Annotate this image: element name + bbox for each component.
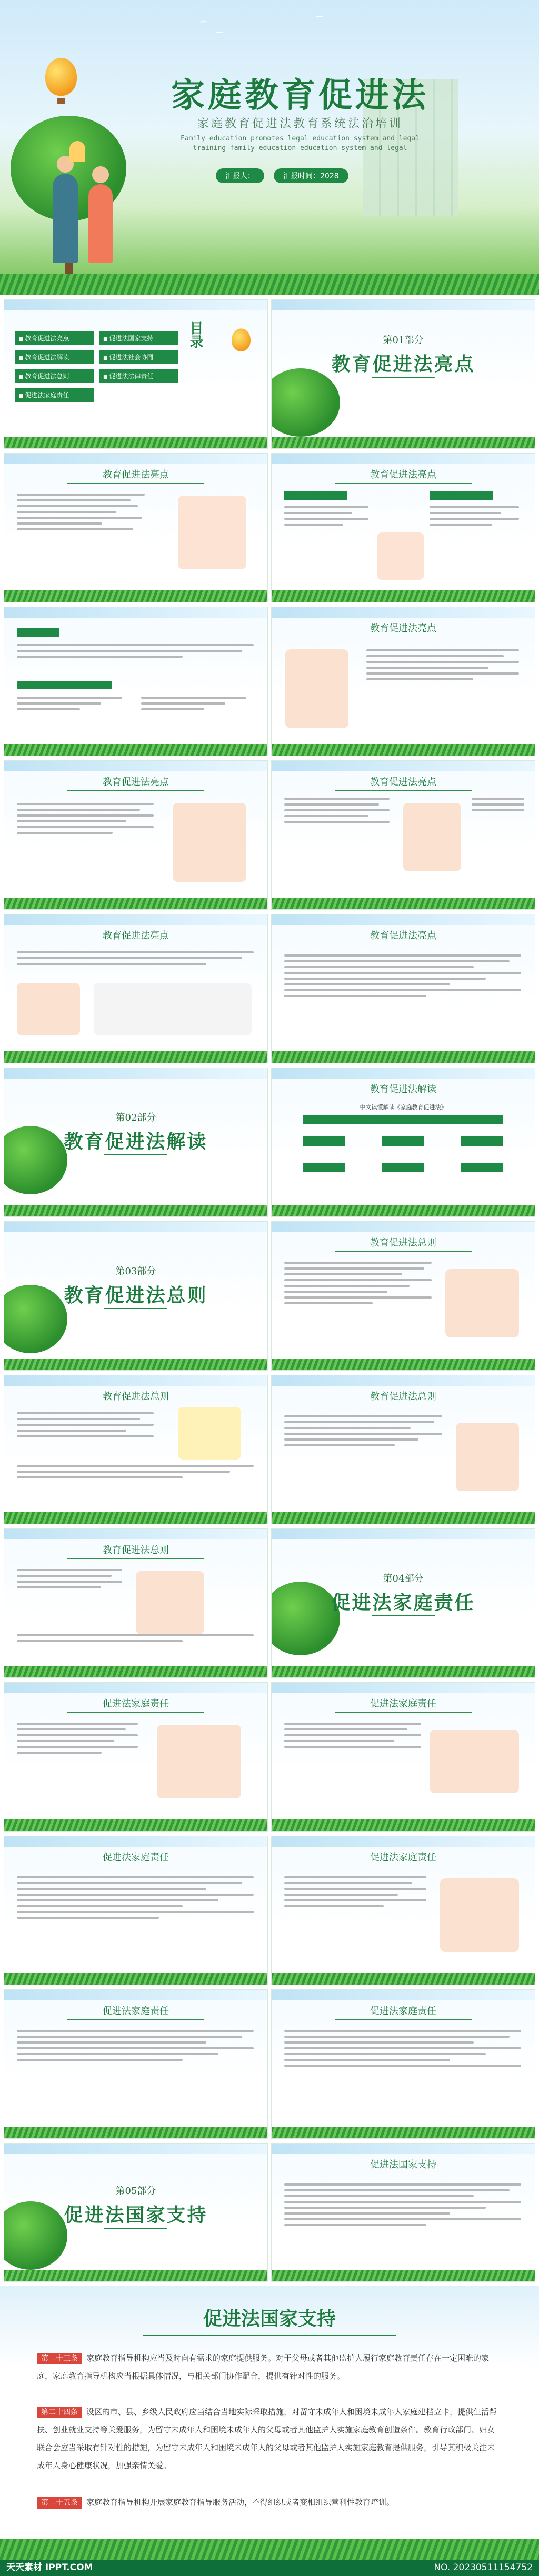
slide-title: 教育促进法总则 xyxy=(4,1389,267,1405)
child-moon-illustration xyxy=(178,1407,241,1460)
slide-title: 教育促进法亮点 xyxy=(4,774,267,791)
article-paragraph xyxy=(37,2403,500,2474)
family-table-illustration xyxy=(136,1571,204,1634)
sky-band xyxy=(272,1990,535,2000)
green-label-box xyxy=(430,491,493,500)
family-illustration xyxy=(456,1423,519,1491)
tree-icon xyxy=(272,368,340,437)
family-mother-figure xyxy=(88,184,113,263)
sky-band xyxy=(4,607,267,618)
section-number: 第03部分 xyxy=(115,1266,156,1277)
text-block xyxy=(284,1415,442,1450)
text-block xyxy=(17,1412,154,1441)
content-slide xyxy=(272,1222,535,1370)
slide-title: 教育促进法亮点 xyxy=(272,928,535,944)
watermark-footer xyxy=(0,2560,539,2576)
section-line xyxy=(372,1615,435,1616)
sky-band xyxy=(4,761,267,771)
text-block xyxy=(284,2030,521,2070)
grass-strip xyxy=(4,1205,267,1216)
watermark-site: 天天素材 IPPT.COM xyxy=(6,2562,93,2573)
section-slide-05 xyxy=(4,2144,267,2281)
toc-item: ■ 促进法家庭责任 xyxy=(15,388,94,402)
slide-title: 促进法家庭责任 xyxy=(4,1696,267,1713)
time-tag: 汇报时间：2028 xyxy=(274,168,348,183)
section-line xyxy=(104,2228,167,2229)
text-block xyxy=(141,697,246,714)
green-label-box xyxy=(17,628,59,637)
grass-strip xyxy=(272,1051,535,1063)
family-illustration xyxy=(285,649,348,728)
cover-subtitle: 家庭教育促进法教育系统法治培训 xyxy=(197,117,403,130)
article-text: 设区的市、县、乡级人民政府应当结合当地实际采取措施，对留守未成年人和困境未成年人家庭建档立卡，提供生活帮扶、创业就业支持等关爱服务，为留守未成年人和困境未成年人的父母或者其他监护人实施家庭教育创造条件。教育行政部门、妇女联合会应当采取有针对性的措施，为留守未成年人和困境未成年人的父母或者其他监护人实施家庭教育提供服务，引导其积极关注未成年人身心健康状况，加强亲情关爱。 xyxy=(37,2407,497,2470)
article-tag: 第二十三条 xyxy=(37,2353,82,2364)
grass-strip xyxy=(4,1819,267,1831)
toc-item: ■ 教育促进法亮点 xyxy=(15,331,94,345)
green-label-box xyxy=(17,681,112,689)
grass-strip xyxy=(272,590,535,602)
toc-item: ■ 促进法法律责任 xyxy=(99,369,178,383)
grass-strip xyxy=(272,437,535,448)
grass-strip xyxy=(272,2270,535,2281)
article-paragraph xyxy=(37,2493,500,2511)
section-slide-02 xyxy=(4,1068,267,1216)
family-child-figure xyxy=(69,141,85,162)
section-slide-01 xyxy=(272,300,535,448)
grass-strip xyxy=(272,2127,535,2138)
content-slide xyxy=(4,914,267,1063)
family-illustration xyxy=(430,1730,519,1793)
note-box xyxy=(94,983,252,1035)
grass-strip xyxy=(4,1666,267,1677)
grass-strip xyxy=(272,1666,535,1677)
section-line xyxy=(104,1154,167,1155)
sky-band xyxy=(4,1683,267,1693)
text-block xyxy=(17,2030,254,2065)
balloon-basket-icon xyxy=(57,98,65,104)
sky-band xyxy=(4,300,267,310)
article-tag: 第二十四条 xyxy=(37,2407,82,2418)
sky-band xyxy=(4,2144,267,2154)
grass-strip xyxy=(272,1512,535,1524)
sky-band xyxy=(272,1529,535,1539)
sky-band xyxy=(272,1375,535,1386)
content-slide xyxy=(272,1990,535,2138)
section-name: 教育促进法亮点 xyxy=(331,353,475,375)
content-slide xyxy=(4,1836,267,1985)
sky-band xyxy=(4,454,267,464)
slide-title: 促进法家庭责任 xyxy=(272,2004,535,2020)
slide-title: 促进法家庭责任 xyxy=(272,1696,535,1713)
grass-strip xyxy=(272,744,535,756)
grass-strip xyxy=(4,898,267,909)
section-line xyxy=(372,377,435,378)
sky-band xyxy=(4,914,267,925)
sky-band xyxy=(272,1836,535,1847)
slide-title: 教育促进法解读 xyxy=(272,1082,535,1098)
text-block xyxy=(472,798,524,815)
toc-item: ■ 促进法社会协同 xyxy=(99,350,178,364)
sky-band xyxy=(272,1068,535,1079)
sky-band xyxy=(4,1068,267,1079)
toc-label: 目录 xyxy=(187,321,203,348)
slide-title: 教育促进法总则 xyxy=(4,1543,267,1559)
slide-title: 教育促进法总则 xyxy=(272,1235,535,1252)
slide-title: 教育促进法亮点 xyxy=(272,467,535,484)
text-block xyxy=(17,644,254,661)
article-text: 家庭教育指导机构开展家庭教育指导服务活动，不得组织或者变相组织营利性教育培训。 xyxy=(86,2498,395,2507)
green-label-box xyxy=(382,1163,424,1172)
content-slide xyxy=(272,761,535,909)
hot-air-balloon-icon xyxy=(232,328,251,351)
mother-child-illustration xyxy=(173,803,246,882)
grass-strip xyxy=(272,898,535,909)
toc-item: ■ 教育促进法总则 xyxy=(15,369,94,383)
text-block xyxy=(17,1634,254,1646)
family-illustration xyxy=(403,803,461,871)
section-slide-04 xyxy=(272,1529,535,1677)
grass-strip xyxy=(0,2539,539,2560)
sky-band xyxy=(4,1836,267,1847)
text-block xyxy=(17,697,122,714)
content-slide xyxy=(4,454,267,602)
sky-band xyxy=(272,761,535,771)
section-name: 教育促进法总则 xyxy=(64,1284,208,1306)
slide-title: 促进法家庭责任 xyxy=(4,1850,267,1866)
slide-title: 教育促进法总则 xyxy=(272,1389,535,1405)
cover-english-line: training family education education system and legal xyxy=(193,144,407,152)
section-name: 教育促进法解读 xyxy=(64,1131,208,1153)
final-slide xyxy=(0,2286,539,2560)
cover-title: 家庭教育促进法 xyxy=(171,76,429,115)
content-slide xyxy=(272,2144,535,2281)
green-label-box xyxy=(303,1163,345,1172)
slide-title: 教育促进法亮点 xyxy=(272,774,535,791)
slide-title: 教育促进法亮点 xyxy=(4,928,267,944)
content-slide xyxy=(272,1683,535,1831)
cover-english-subtitle xyxy=(132,134,468,153)
text-block xyxy=(17,803,154,838)
sky-band xyxy=(272,1222,535,1232)
content-slide xyxy=(272,607,535,756)
green-label-box xyxy=(461,1136,503,1146)
family-illustration xyxy=(377,532,424,580)
mother-child-illustration xyxy=(157,1725,241,1798)
green-label-box xyxy=(382,1136,424,1146)
sky-band xyxy=(272,454,535,464)
section-number: 第04部分 xyxy=(383,1573,424,1584)
content-slide xyxy=(272,1836,535,1985)
sky-band xyxy=(272,914,535,925)
grass-strip xyxy=(272,1359,535,1370)
toc-item: ■ 促进法国家支持 xyxy=(99,331,178,345)
content-slide xyxy=(4,1990,267,2138)
text-block xyxy=(284,798,390,827)
grass-strip xyxy=(4,2270,267,2281)
bird-icon xyxy=(216,32,223,35)
hot-air-balloon-icon xyxy=(45,58,77,96)
toc-item: ■ 教育促进法解读 xyxy=(15,350,94,364)
green-banner xyxy=(303,1115,503,1124)
mother-head xyxy=(92,166,109,183)
slide-title: 教育促进法亮点 xyxy=(4,467,267,484)
sky-band xyxy=(272,607,535,618)
green-label-box xyxy=(461,1163,503,1172)
sky-band xyxy=(272,1683,535,1693)
article-tag: 第二十五条 xyxy=(37,2497,82,2509)
content-slide xyxy=(4,607,267,756)
cover-tags xyxy=(216,168,348,183)
bird-icon xyxy=(200,21,207,24)
article-paragraph xyxy=(37,2349,500,2385)
content-slide xyxy=(272,1375,535,1524)
family-father-figure xyxy=(53,174,78,263)
grass-strip xyxy=(0,274,539,295)
article-text: 家庭教育指导机构应当及时向有需求的家庭提供服务。对于父母或者其他监护人履行家庭教育责任存在一定困难的家庭，家庭教育指导机构应当根据具体情况，与相关部门协作配合，提供有针对性的服务。 xyxy=(37,2353,490,2381)
grass-strip xyxy=(4,590,267,602)
section-name: 促进法家庭责任 xyxy=(331,1592,475,1614)
green-label-box xyxy=(303,1136,345,1146)
slide-title: 教育促进法亮点 xyxy=(272,621,535,637)
grass-strip xyxy=(272,1819,535,1831)
content-slide xyxy=(4,1683,267,1831)
grass-strip xyxy=(272,1973,535,1985)
teacher-illustration xyxy=(440,1878,519,1952)
sky-band xyxy=(4,1375,267,1386)
text-block xyxy=(17,1723,138,1757)
presenter-tag: 汇报人： xyxy=(216,168,264,183)
text-block xyxy=(17,951,254,969)
text-block xyxy=(284,2183,521,2230)
bird-icon xyxy=(316,16,323,19)
green-label-box xyxy=(284,491,347,500)
text-block xyxy=(284,506,368,529)
grass-strip xyxy=(4,437,267,448)
text-block xyxy=(430,506,519,529)
content-slide xyxy=(272,454,535,602)
sky-band xyxy=(272,2144,535,2154)
grass-strip xyxy=(4,1973,267,1985)
content-slide xyxy=(4,1529,267,1677)
sky-band xyxy=(272,300,535,310)
toc-slide xyxy=(4,300,267,448)
content-slide xyxy=(4,761,267,909)
section-name: 促进法国家支持 xyxy=(64,2204,208,2226)
interpret-subtitle: 中文读懂解读《家庭教育促进法》 xyxy=(360,1104,447,1111)
grass-strip xyxy=(4,2127,267,2138)
text-block xyxy=(284,1723,421,1752)
text-block xyxy=(17,1876,254,1923)
text-block xyxy=(284,1876,426,1911)
final-title: 促进法国家支持 xyxy=(0,2304,539,2336)
section-number: 第01部分 xyxy=(383,335,424,346)
cover-english-line: Family education promotes legal education system and legal xyxy=(181,135,420,143)
grass-strip xyxy=(272,1205,535,1216)
content-slide xyxy=(272,1068,535,1216)
slide-title: 促进法家庭责任 xyxy=(272,1850,535,1866)
grass-strip xyxy=(4,744,267,756)
grass-strip xyxy=(4,1051,267,1063)
text-block xyxy=(284,954,521,1001)
slide-title: 促进法国家支持 xyxy=(272,2157,535,2174)
content-slide xyxy=(4,1375,267,1524)
family-illustration xyxy=(178,496,246,569)
sky-band xyxy=(4,1529,267,1539)
text-block xyxy=(17,1569,122,1592)
slide-title: 促进法家庭责任 xyxy=(4,2004,267,2020)
family-illustration xyxy=(17,983,80,1035)
text-block xyxy=(366,649,519,684)
grass-strip xyxy=(4,1359,267,1370)
section-slide-03 xyxy=(4,1222,267,1370)
sky-band xyxy=(4,1222,267,1232)
text-block xyxy=(284,1262,432,1308)
watermark-number: NO. 20230511154752 xyxy=(434,2562,533,2573)
text-block xyxy=(17,1465,254,1482)
section-number: 第05部分 xyxy=(115,2186,156,2197)
text-block xyxy=(17,494,159,534)
grass-strip xyxy=(4,1512,267,1524)
cover-slide xyxy=(0,0,539,295)
content-slide xyxy=(272,914,535,1063)
section-line xyxy=(104,1308,167,1309)
sky-band xyxy=(4,1990,267,2000)
section-number: 第02部分 xyxy=(115,1112,156,1123)
child-reading-illustration xyxy=(445,1269,519,1337)
